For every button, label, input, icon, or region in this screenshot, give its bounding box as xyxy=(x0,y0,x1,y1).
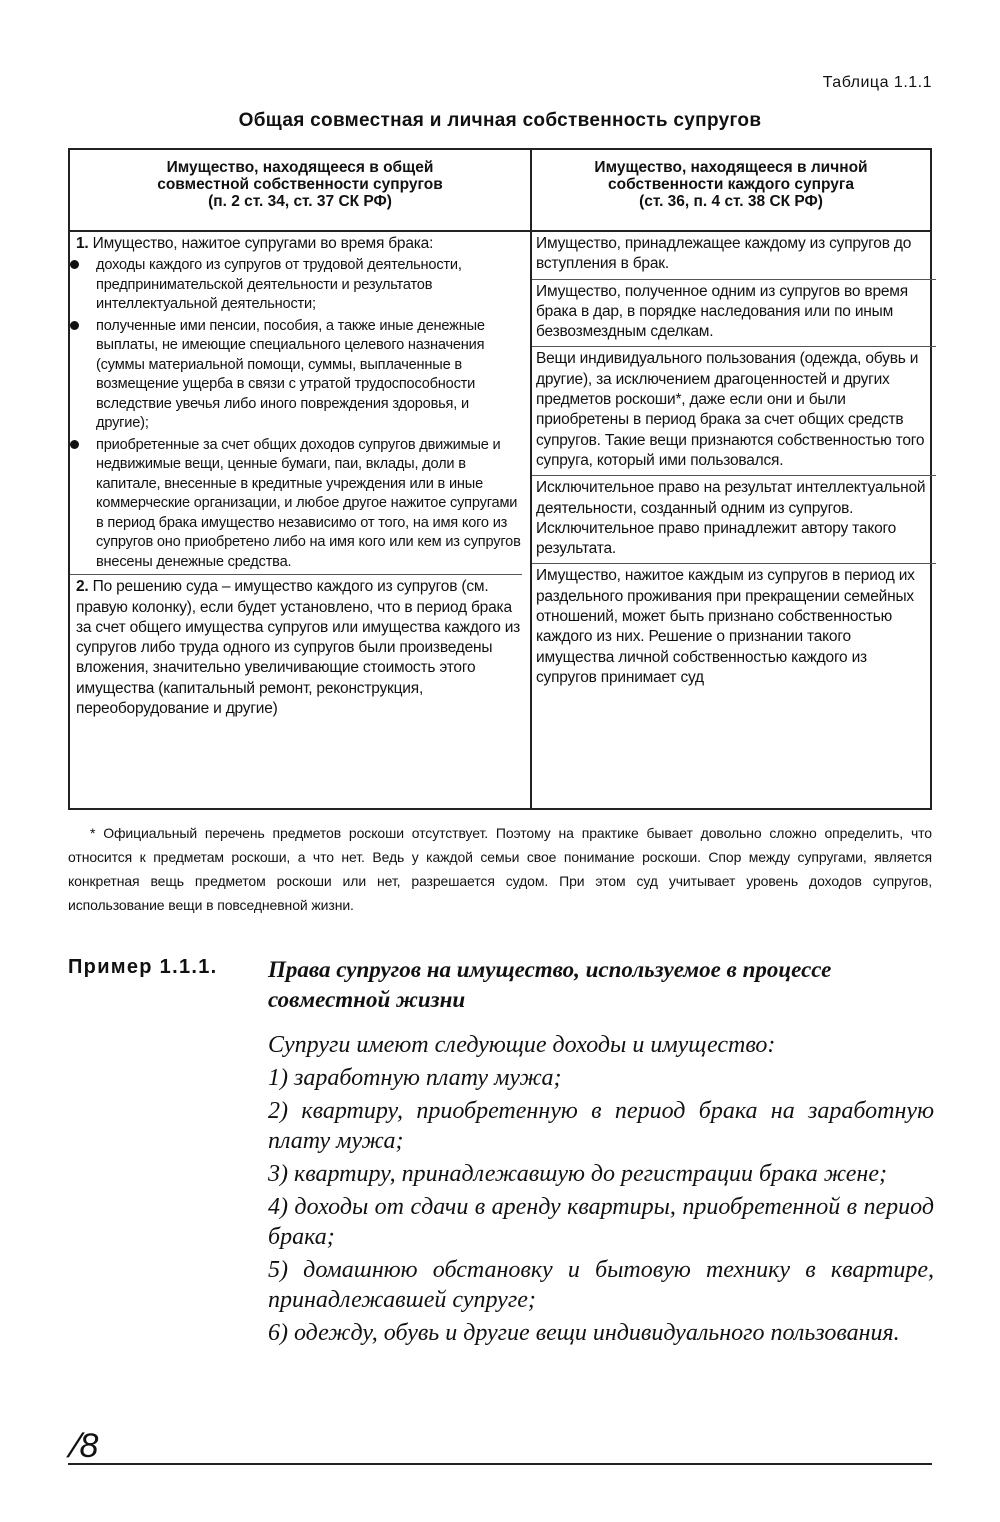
example-title: Права супругов на имущество, используемое в процессе совместной жизни xyxy=(268,957,832,1012)
example-item: 2) квартиру, приобретенную в период брака на заработную плату мужа; xyxy=(268,1098,934,1154)
personal-item: Вещи индивидуального пользования (одежда, обувь и другие), за исключением драгоценностей и других предметов роскоши*, даже если они и были приобретены в период брака за счет общих средств супругов. Такие вещи признаются собственностью того супруга, который ими пользовался. xyxy=(536,350,925,469)
property-table xyxy=(68,148,932,810)
footnote-text: * Официальный перечень предметов роскоши отсутствует. Поэтому на практике бывает довольно сложно определить, что относится к предметам роскоши, а что нет. Ведь у каждой семьи свое понимание роскоши. Спор между супругами, является конкретная вещь предметом роскоши или нет, разрешается судом. При этом суд учитывает уровень доходов супругов, использование вещи в повседневной жизни. xyxy=(68,825,932,913)
personal-item: Исключительное право на результат интеллектуальной деятельности, созданный одним из супругов. Исключительное право принадлежит автору такого результата. xyxy=(536,479,926,558)
bottom-rule xyxy=(68,1463,932,1465)
example-body xyxy=(268,1030,934,1351)
item-separator xyxy=(532,279,936,280)
example-intro: Супруги имеют следующие доходы и имущество: xyxy=(268,1032,776,1058)
section-2 xyxy=(76,577,522,719)
bullet-dot-icon xyxy=(70,440,79,449)
example-item: 1) заработную плату мужа; xyxy=(268,1065,562,1091)
bullet-item: полученные ими пенсии, пособия, а также иные денежные выплаты, не имеющие специального целевого назначения (суммы материальной помощи, суммы, выплаченные в возмещение ущерба в связи с утратой трудоспособности вследствие увечья либо иного повреждения здоровья, и другие); xyxy=(76,317,522,434)
common-property-cell xyxy=(76,234,522,719)
table-title: Общая совместная и личная собственность супругов xyxy=(238,110,762,131)
personal-item: Имущество, принадлежащее каждому из супругов до вступления в брак. xyxy=(536,235,912,273)
item-separator xyxy=(532,475,936,476)
slash-mark-icon: / xyxy=(66,1427,83,1465)
header-common-property: Имущество, находящееся в общей совместной собственности супругов (п. 2 ст. 34, ст. 37 СК РФ) xyxy=(157,159,443,210)
item-separator xyxy=(532,346,936,347)
section-2-number: 2. xyxy=(76,578,89,596)
footnote xyxy=(68,821,932,917)
page-number: /8 xyxy=(66,1427,99,1465)
personal-item: Имущество, полученное одним из супругов во время брака в дар, в порядке наследования или по иным безвозмездным сделкам. xyxy=(536,282,908,341)
section-1-text: Имущество, нажитое супругами во время брака: xyxy=(92,235,434,252)
example-label: Пример 1.1.1. xyxy=(68,956,218,978)
item-separator xyxy=(532,563,936,564)
bullet-item: приобретенные за счет общих доходов супругов движимые и недвижимые вещи, ценные бумаги, паи, вклады, доли в капитале, внесенные в кредитные учреждения или в иные коммерческие организации, и любое другое нажитое супругами в период брака имущество независимо от того, на имя кого из супругов оно приобретено либо на имя кого или кем из супругов внесены денежные средства. xyxy=(76,436,522,573)
example-item: 6) одежду, обувь и другие вещи индивидуального пользования. xyxy=(268,1320,900,1346)
table-label: Таблица 1.1.1 xyxy=(822,74,932,91)
section-2-text: По решению суда – имущество каждого из супругов (см. правую колонку), если будет установлено, что в период брака за счет общего имущества супругов или имущества каждого из супругов либо труда одного из супругов были произведены вложения, значительно увеличивающие стоимость этого имущества (капитальный ремонт, реконструкция, переоборудование и другие) xyxy=(76,578,521,718)
example-item: 3) квартиру, принадлежавшую до регистрации брака жене; xyxy=(268,1161,887,1187)
example-item: 5) домашнюю обстановку и бытовую технику в квартире, принадлежавшей супруге; xyxy=(268,1257,934,1313)
bullet-dot-icon xyxy=(70,260,79,269)
section-1 xyxy=(76,234,522,254)
personal-property-cell xyxy=(536,234,926,692)
example-item: 4) доходы от сдачи в аренду квартиры, приобретенной в период брака; xyxy=(268,1194,934,1250)
bullet-dot-icon xyxy=(70,321,79,330)
personal-item: Имущество, нажитое каждым из супругов в период их раздельного проживания при прекращении семейных отношений, может быть признано собственностью каждого из них. Решение о признании такого имущества личной собственностью каждого из супругов принимает суд xyxy=(536,567,915,686)
bullet-item: доходы каждого из супругов от трудовой деятельности, предпринимательской деятельности и результатов интеллектуальной деятельности; xyxy=(76,256,522,315)
section-separator xyxy=(70,574,522,575)
column-divider xyxy=(530,150,532,808)
header-personal-property: Имущество, находящееся в личной собственности каждого супруга (ст. 36, п. 4 ст. 38 СК РФ) xyxy=(594,159,868,210)
section-1-number: 1. xyxy=(76,235,89,252)
